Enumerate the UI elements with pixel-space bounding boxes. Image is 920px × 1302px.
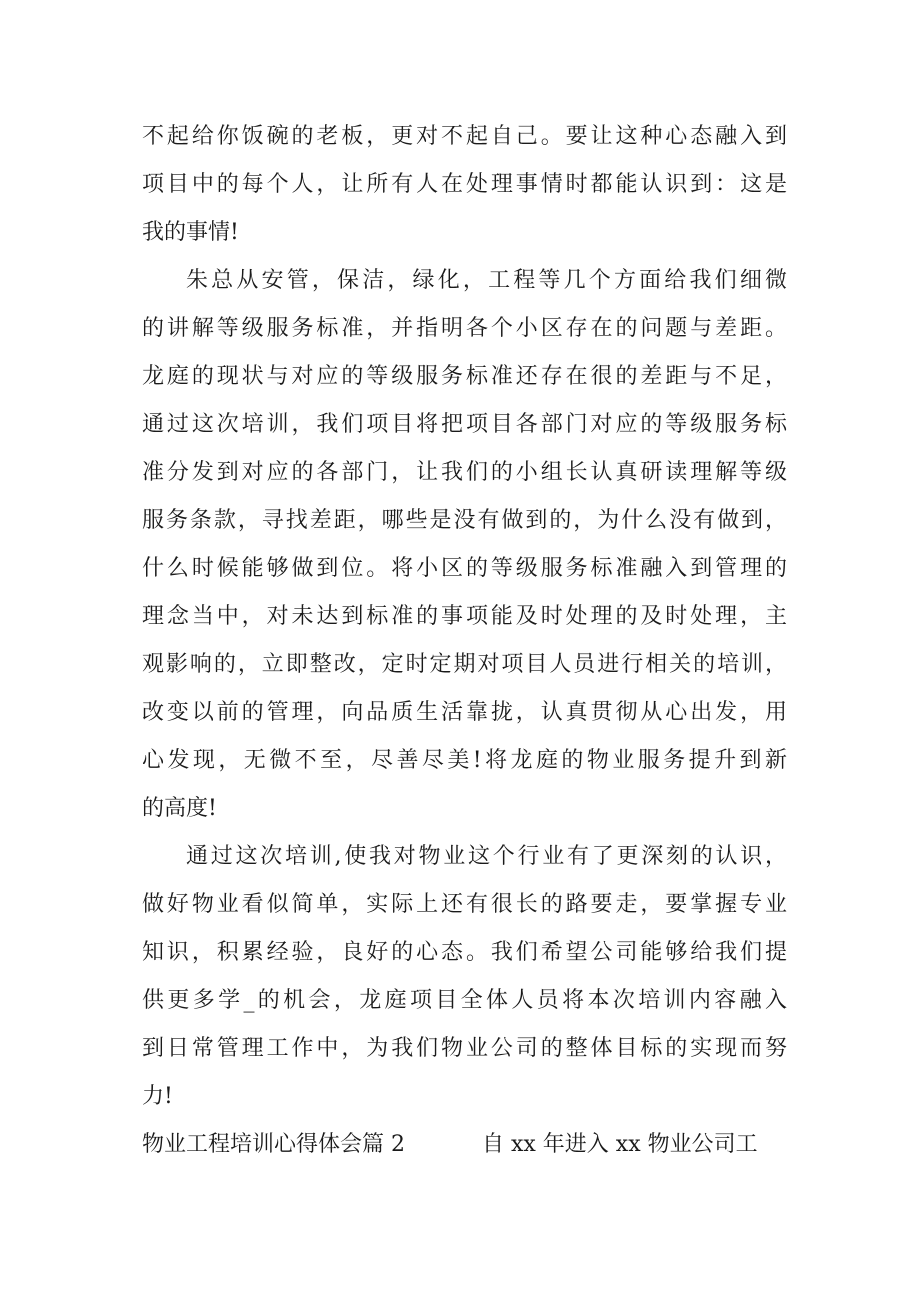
text-line: 准分发到对应的各部门，让我们的小组长认真研读理解等级: [142, 460, 787, 485]
text-line: 通过这次培训,使我对物业这个行业有了更深刻的认识，: [186, 844, 787, 869]
text-line: 观影响的，立即整改，定时定期对项目人员进行相关的培训，: [142, 652, 787, 677]
text-line: 什么时候能够做到位。将小区的等级服务标准融入到管理的: [142, 556, 787, 581]
document-body: [142, 113, 787, 1169]
text-line: 理念当中，对未达到标准的事项能及时处理的及时处理，主: [142, 604, 787, 629]
paragraph-1: [142, 113, 787, 257]
text-line: 改变以前的管理，向品质生活靠拢，认真贯彻从心出发，用: [142, 700, 787, 725]
section-heading-line: [142, 1121, 787, 1169]
text-line: 龙庭的现状与对应的等级服务标准还存在很的差距与不足，: [142, 364, 787, 389]
text-line: 项目中的每个人，让所有人在处理事情时都能认识到：这是: [142, 172, 787, 197]
text-line: 到日常管理工作中，为我们物业公司的整体目标的实现而努: [142, 1036, 787, 1061]
text-line: 做好物业看似简单，实际上还有很长的路要走，要掌握专业: [142, 892, 787, 917]
text-line: 不起给你饭碗的老板，更对不起自己。要让这种心态融入到: [142, 124, 787, 149]
text-line: 的高度!: [142, 796, 217, 821]
text-line: 通过这次培训，我们项目将把项目各部门对应的等级服务标: [142, 412, 787, 437]
text-line: 的讲解等级服务标准，并指明各个小区存在的问题与差距。: [142, 316, 787, 341]
section-continuation-text: 自 xx 年进入 xx 物业公司工: [482, 1132, 758, 1157]
paragraph-3: [142, 833, 787, 1121]
text-line: 供更多学_的机会，龙庭项目全体人员将本次培训内容融入: [142, 988, 787, 1013]
text-line: 心发现，无微不至，尽善尽美!将龙庭的物业服务提升到新: [142, 748, 787, 773]
text-line: 服务条款，寻找差距，哪些是没有做到的，为什么没有做到，: [142, 508, 787, 533]
paragraph-2: [142, 257, 787, 833]
section-heading: 物业工程培训心得体会篇 2: [142, 1132, 405, 1157]
text-line: 朱总从安管，保洁，绿化，工程等几个方面给我们细微: [186, 268, 787, 293]
text-line: 我的事情!: [142, 220, 239, 245]
text-line: 知识，积累经验，良好的心态。我们希望公司能够给我们提: [142, 940, 787, 965]
text-line: 力!: [142, 1084, 173, 1109]
